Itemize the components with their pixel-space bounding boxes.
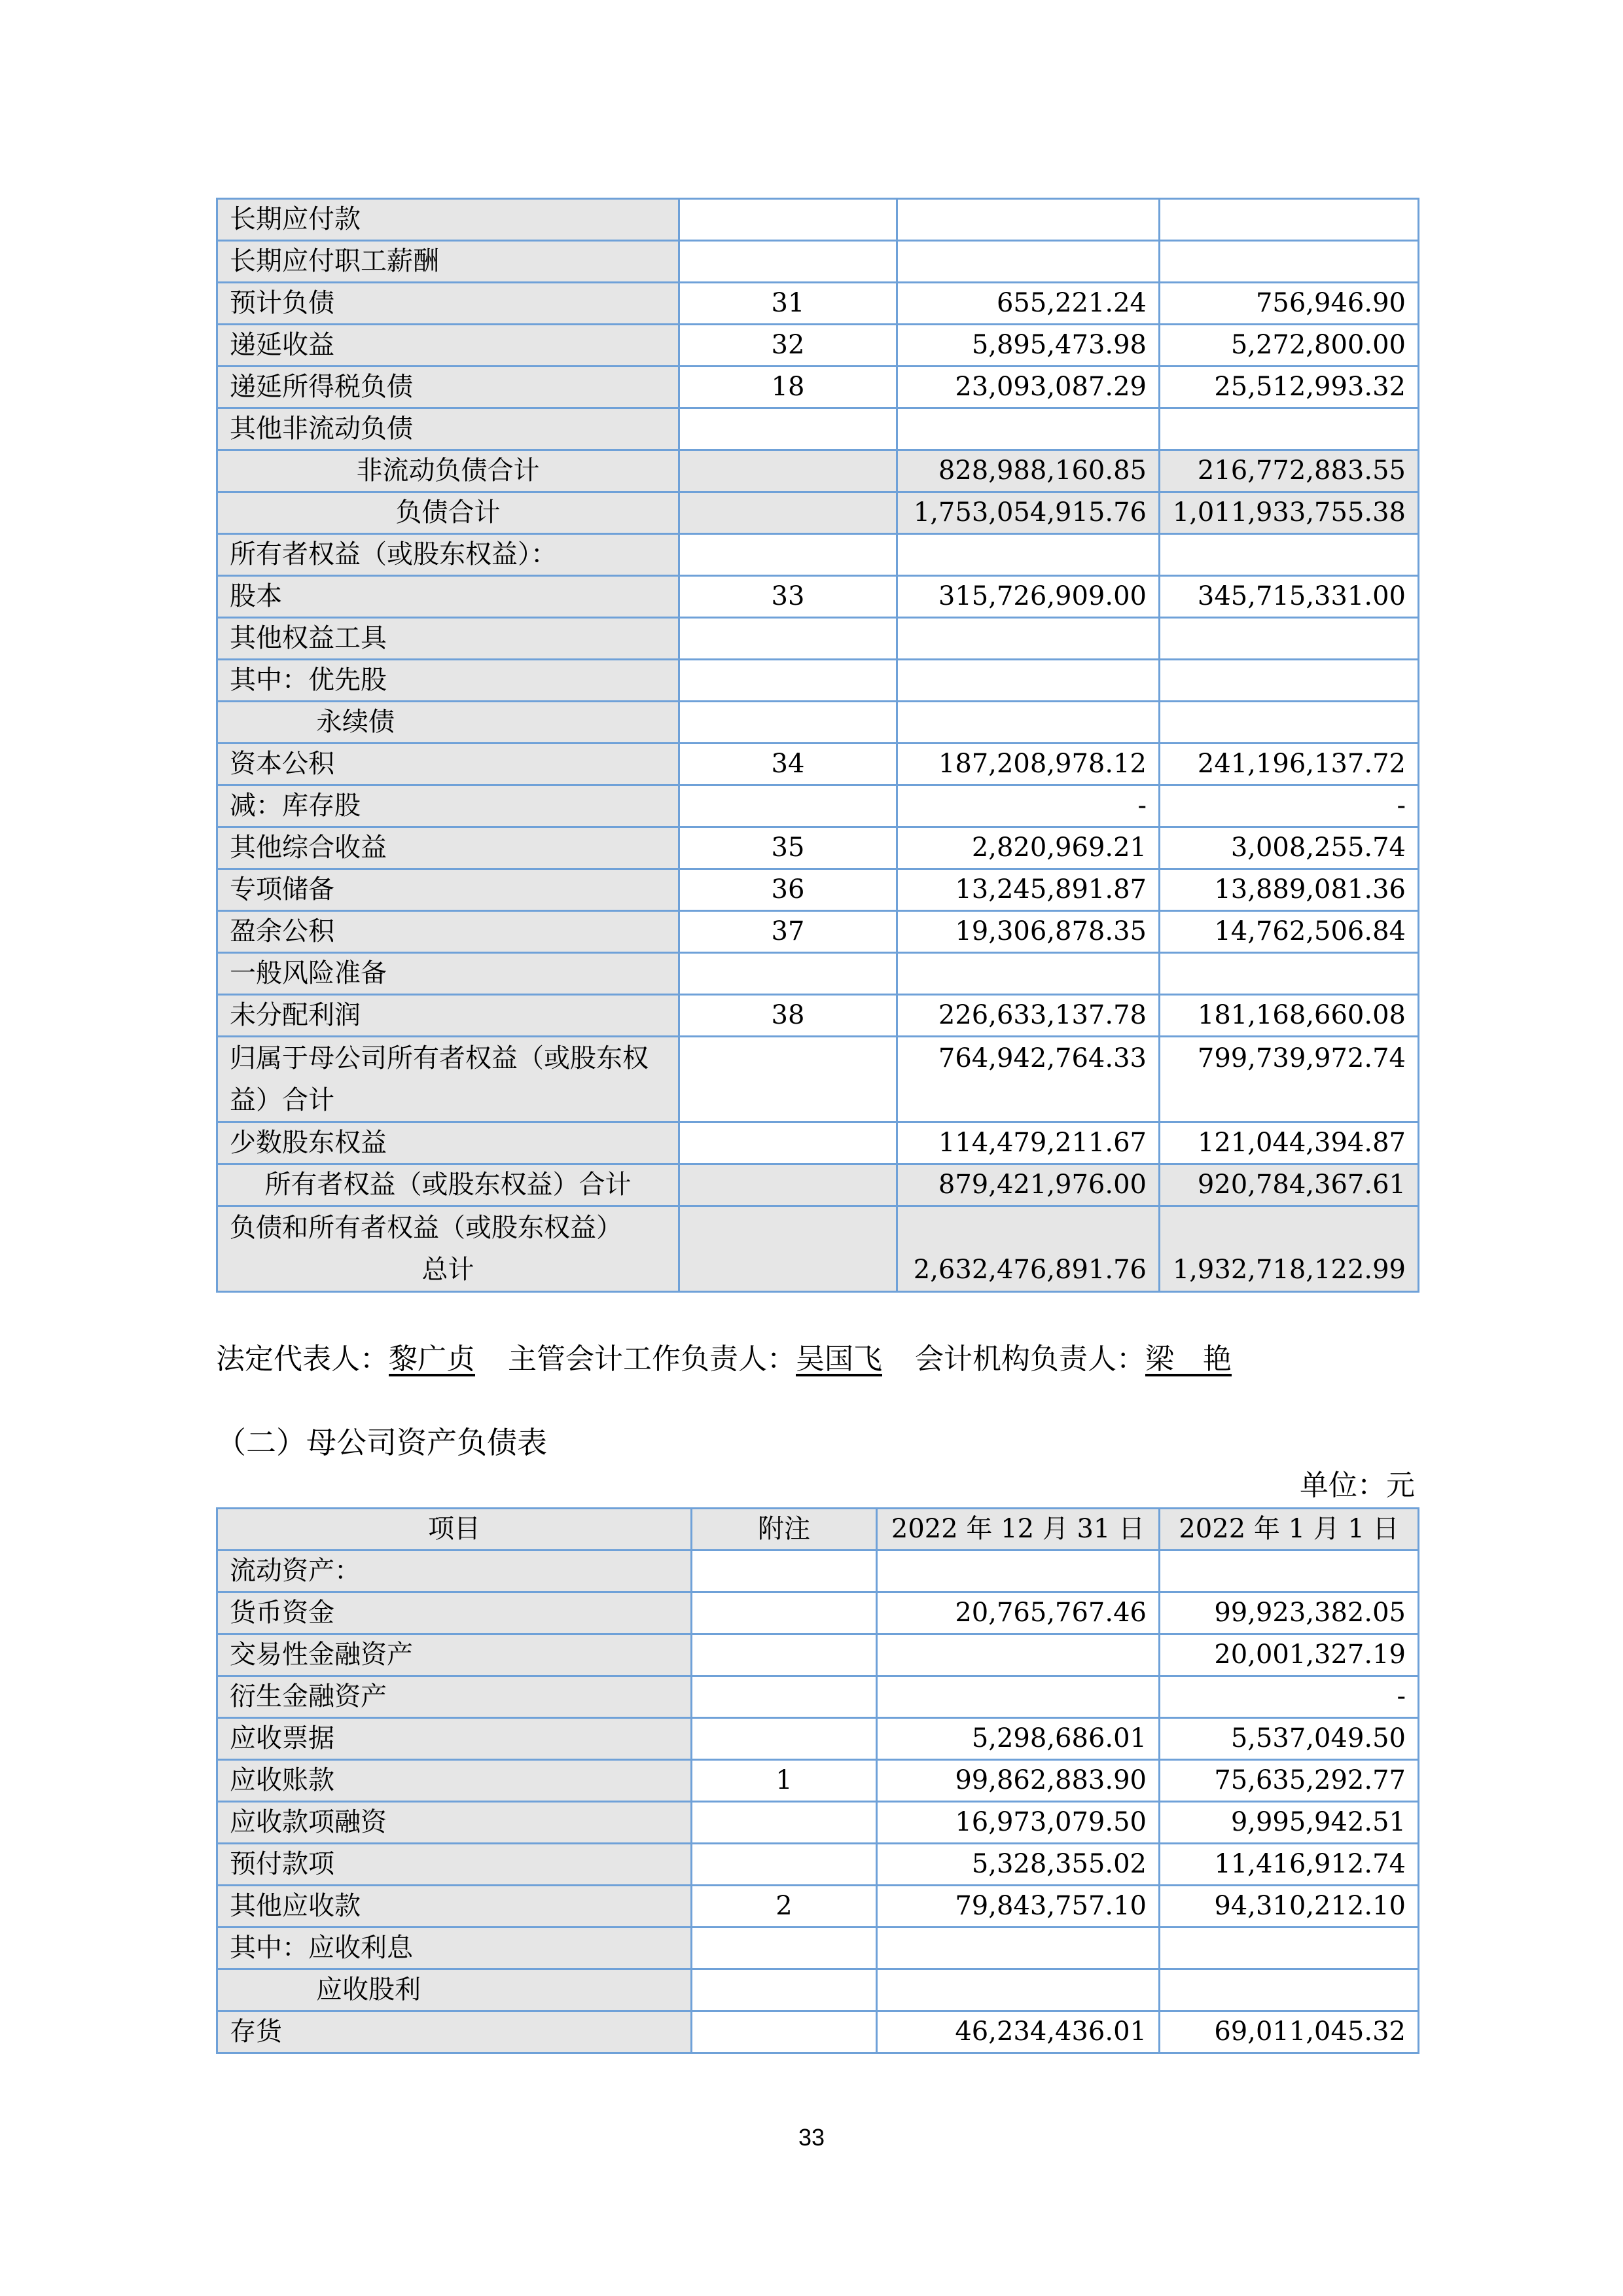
row-label: 一般风险准备: [217, 953, 679, 995]
header-note: 附注: [692, 1509, 877, 1551]
table-row: [217, 869, 1419, 911]
value-2022-12-31: 46,234,436.01: [877, 2011, 1160, 2053]
value-2022-01-01: 99,923,382.05: [1160, 1592, 1419, 1634]
value-2022-01-01: 756,946.90: [1160, 283, 1419, 325]
table-row: [217, 325, 1419, 367]
row-label: 股本: [217, 576, 679, 618]
table-row: [217, 199, 1419, 241]
accounting-org-name: 梁 艳: [1145, 1342, 1232, 1376]
row-note: [692, 1928, 877, 1969]
table-row: [217, 1634, 1419, 1676]
value-2022-12-31: 79,843,757.10: [877, 1886, 1160, 1928]
row-note: 35: [679, 827, 897, 869]
value-2022-12-31: 5,298,686.01: [877, 1718, 1160, 1760]
table-row: [217, 1206, 1419, 1292]
value-2022-12-31: -: [897, 785, 1160, 827]
value-2022-01-01: 345,715,331.00: [1160, 576, 1419, 618]
row-label-line1: 负债和所有者权益（或股东权益）: [230, 1213, 622, 1243]
row-label: 所有者权益（或股东权益）合计: [217, 1164, 679, 1206]
table-row: [217, 576, 1419, 618]
row-label: [217, 1206, 679, 1292]
value-2022-01-01: 75,635,292.77: [1160, 1760, 1419, 1802]
row-note: [679, 618, 897, 660]
row-label: 永续债: [217, 702, 679, 744]
row-note: 31: [679, 283, 897, 325]
row-note: [679, 953, 897, 995]
row-label: 所有者权益（或股东权益）：: [217, 534, 679, 576]
row-note: [679, 1164, 897, 1206]
table-row: [217, 408, 1419, 450]
row-note: [679, 199, 897, 241]
row-note: [692, 1551, 877, 1592]
row-label: 其中：优先股: [217, 660, 679, 702]
table-row: [217, 1592, 1419, 1634]
value-2022-01-01: 5,537,049.50: [1160, 1718, 1419, 1760]
value-2022-01-01: [1160, 408, 1419, 450]
value-2022-01-01: 14,762,506.84: [1160, 911, 1419, 953]
row-note: 36: [679, 869, 897, 911]
row-label: 未分配利润: [217, 995, 679, 1037]
row-note: [679, 534, 897, 576]
value-2022-12-31: 20,765,767.46: [877, 1592, 1160, 1634]
value-2022-12-31: 226,633,137.78: [897, 995, 1160, 1037]
row-note: 1: [692, 1760, 877, 1802]
value-2022-01-01: [1160, 1969, 1419, 2011]
value-2022-12-31: [897, 534, 1160, 576]
row-note: 2: [692, 1886, 877, 1928]
value-2022-12-31: [897, 953, 1160, 995]
value-2022-12-31: 23,093,087.29: [897, 367, 1160, 408]
value-2022-01-01: 69,011,045.32: [1160, 2011, 1419, 2053]
row-label: 应收票据: [217, 1718, 692, 1760]
table-row: [217, 241, 1419, 283]
table-row: [217, 1718, 1419, 1760]
row-note: [692, 1802, 877, 1844]
row-label: 应收款项融资: [217, 1802, 692, 1844]
value-2022-01-01: 13,889,081.36: [1160, 869, 1419, 911]
value-2022-01-01: 94,310,212.10: [1160, 1886, 1419, 1928]
row-label: 应收股利: [217, 1969, 692, 2011]
value-2022-01-01: 1,011,933,755.38: [1160, 492, 1419, 534]
row-label: 流动资产：: [217, 1551, 692, 1592]
header-2022-01-01: 2022 年 1 月 1 日: [1160, 1509, 1419, 1551]
row-label: 其他应收款: [217, 1886, 692, 1928]
table-row: [217, 283, 1419, 325]
value-2022-12-31: 655,221.24: [897, 283, 1160, 325]
header-2022-12-31: 2022 年 12 月 31 日: [877, 1509, 1160, 1551]
row-label: 其他综合收益: [217, 827, 679, 869]
signature-line: [216, 1338, 1232, 1380]
row-label: 应收账款: [217, 1760, 692, 1802]
value-2022-12-31: [877, 1928, 1160, 1969]
table-row: [217, 911, 1419, 953]
row-label: 预计负债: [217, 283, 679, 325]
table-row: [217, 1676, 1419, 1718]
value-2022-01-01: [1160, 660, 1419, 702]
table-row: [217, 367, 1419, 408]
row-note: [679, 492, 897, 534]
row-note: [679, 702, 897, 744]
value-2022-12-31: 764,942,764.33: [897, 1037, 1160, 1122]
row-label: 存货: [217, 2011, 692, 2053]
value-2022-12-31: [897, 241, 1160, 283]
table-row: [217, 785, 1419, 827]
table-row: [217, 702, 1419, 744]
value-2022-12-31: 19,306,878.35: [897, 911, 1160, 953]
row-label: 资本公积: [217, 744, 679, 785]
value-2022-01-01: [1160, 618, 1419, 660]
table-row: [217, 1928, 1419, 1969]
value-2022-12-31: [877, 1969, 1160, 2011]
row-label: 递延所得税负债: [217, 367, 679, 408]
value-2022-12-31: 2,632,476,891.76: [897, 1206, 1160, 1292]
table-row: [217, 1760, 1419, 1802]
value-2022-12-31: 187,208,978.12: [897, 744, 1160, 785]
row-note: 34: [679, 744, 897, 785]
value-2022-12-31: 879,421,976.00: [897, 1164, 1160, 1206]
row-label: 其他权益工具: [217, 618, 679, 660]
parent-balance-sheet-table: [216, 1507, 1419, 2054]
row-label: 负债合计: [217, 492, 679, 534]
row-note: [679, 241, 897, 283]
row-note: [692, 1844, 877, 1886]
row-label-line2: 总计: [421, 1255, 474, 1285]
table-row: [217, 995, 1419, 1037]
row-label: 衍生金融资产: [217, 1676, 692, 1718]
table-row: [217, 618, 1419, 660]
value-2022-12-31: 99,862,883.90: [877, 1760, 1160, 1802]
value-2022-12-31: [897, 702, 1160, 744]
accounting-org-label: 会计机构负责人：: [915, 1342, 1145, 1376]
table-row: [217, 492, 1419, 534]
table-row: [217, 660, 1419, 702]
value-2022-01-01: 25,512,993.32: [1160, 367, 1419, 408]
value-2022-12-31: 5,895,473.98: [897, 325, 1160, 367]
row-label: 递延收益: [217, 325, 679, 367]
row-label: 减：库存股: [217, 785, 679, 827]
value-2022-12-31: 828,988,160.85: [897, 450, 1160, 492]
value-2022-01-01: 121,044,394.87: [1160, 1122, 1419, 1164]
value-2022-12-31: [897, 660, 1160, 702]
row-note: [692, 1676, 877, 1718]
value-2022-01-01: 1,932,718,122.99: [1160, 1206, 1419, 1292]
value-2022-12-31: [897, 618, 1160, 660]
value-2022-01-01: [1160, 702, 1419, 744]
table-row: [217, 1037, 1419, 1122]
table-row: [217, 953, 1419, 995]
table-row: [217, 1802, 1419, 1844]
row-note: 32: [679, 325, 897, 367]
row-note: [692, 1969, 877, 2011]
value-2022-01-01: 5,272,800.00: [1160, 325, 1419, 367]
value-2022-12-31: 315,726,909.00: [897, 576, 1160, 618]
row-note: [692, 1718, 877, 1760]
value-2022-01-01: 241,196,137.72: [1160, 744, 1419, 785]
table-row: [217, 534, 1419, 576]
table-row: [217, 1551, 1419, 1592]
value-2022-01-01: 11,416,912.74: [1160, 1844, 1419, 1886]
table-row: [217, 2011, 1419, 2053]
value-2022-01-01: 920,784,367.61: [1160, 1164, 1419, 1206]
row-label: 盈余公积: [217, 911, 679, 953]
value-2022-01-01: [1160, 1551, 1419, 1592]
accounting-head-label: 主管会计工作负责人：: [508, 1342, 796, 1376]
row-label: 其他非流动负债: [217, 408, 679, 450]
row-label: 货币资金: [217, 1592, 692, 1634]
row-label: 归属于母公司所有者权益（或股东权益）合计: [217, 1037, 679, 1122]
value-2022-12-31: [897, 408, 1160, 450]
row-label: 交易性金融资产: [217, 1634, 692, 1676]
row-label: 预付款项: [217, 1844, 692, 1886]
value-2022-12-31: 13,245,891.87: [897, 869, 1160, 911]
value-2022-01-01: [1160, 241, 1419, 283]
table-row: [217, 744, 1419, 785]
value-2022-01-01: -: [1160, 1676, 1419, 1718]
value-2022-12-31: [877, 1634, 1160, 1676]
value-2022-12-31: [877, 1551, 1160, 1592]
row-note: [692, 2011, 877, 2053]
header-item: 项目: [217, 1509, 692, 1551]
row-note: [679, 1206, 897, 1292]
value-2022-01-01: 20,001,327.19: [1160, 1634, 1419, 1676]
row-note: [692, 1592, 877, 1634]
value-2022-01-01: [1160, 1928, 1419, 1969]
row-note: [679, 450, 897, 492]
unit-label: 单位：元: [1300, 1469, 1415, 1502]
value-2022-12-31: [897, 199, 1160, 241]
row-label: 非流动负债合计: [217, 450, 679, 492]
table-row: [217, 1122, 1419, 1164]
value-2022-01-01: [1160, 534, 1419, 576]
value-2022-01-01: 799,739,972.74: [1160, 1037, 1419, 1122]
value-2022-12-31: 114,479,211.67: [897, 1122, 1160, 1164]
accounting-head-name: 吴国飞: [796, 1342, 882, 1376]
value-2022-01-01: [1160, 199, 1419, 241]
row-label: 其中：应收利息: [217, 1928, 692, 1969]
value-2022-01-01: 181,168,660.08: [1160, 995, 1419, 1037]
consolidated-balance-sheet-table: [216, 198, 1419, 1293]
row-label: 专项储备: [217, 869, 679, 911]
value-2022-01-01: 216,772,883.55: [1160, 450, 1419, 492]
row-note: 38: [679, 995, 897, 1037]
row-note: 18: [679, 367, 897, 408]
value-2022-01-01: 9,995,942.51: [1160, 1802, 1419, 1844]
page-number: 33: [798, 2124, 825, 2151]
value-2022-12-31: 1,753,054,915.76: [897, 492, 1160, 534]
table-row: [217, 1886, 1419, 1928]
value-2022-12-31: [877, 1676, 1160, 1718]
row-note: [679, 408, 897, 450]
value-2022-01-01: [1160, 953, 1419, 995]
row-label: 少数股东权益: [217, 1122, 679, 1164]
value-2022-12-31: 5,328,355.02: [877, 1844, 1160, 1886]
table-row: [217, 1164, 1419, 1206]
value-2022-01-01: 3,008,255.74: [1160, 827, 1419, 869]
legal-rep-label: 法定代表人：: [216, 1342, 389, 1376]
row-note: [679, 1122, 897, 1164]
row-note: 33: [679, 576, 897, 618]
value-2022-01-01: -: [1160, 785, 1419, 827]
section-title: （二）母公司资产负债表: [216, 1425, 547, 1460]
row-label: 长期应付款: [217, 199, 679, 241]
row-note: 37: [679, 911, 897, 953]
legal-rep-name: 黎广贞: [389, 1342, 475, 1376]
table-row: [217, 450, 1419, 492]
table-row: [217, 1844, 1419, 1886]
row-note: [679, 660, 897, 702]
table-header-row: [217, 1509, 1419, 1551]
row-note: [679, 1037, 897, 1122]
row-note: [692, 1634, 877, 1676]
table-row: [217, 1969, 1419, 2011]
row-note: [679, 785, 897, 827]
row-label: 长期应付职工薪酬: [217, 241, 679, 283]
value-2022-12-31: 2,820,969.21: [897, 827, 1160, 869]
table-row: [217, 827, 1419, 869]
value-2022-12-31: 16,973,079.50: [877, 1802, 1160, 1844]
